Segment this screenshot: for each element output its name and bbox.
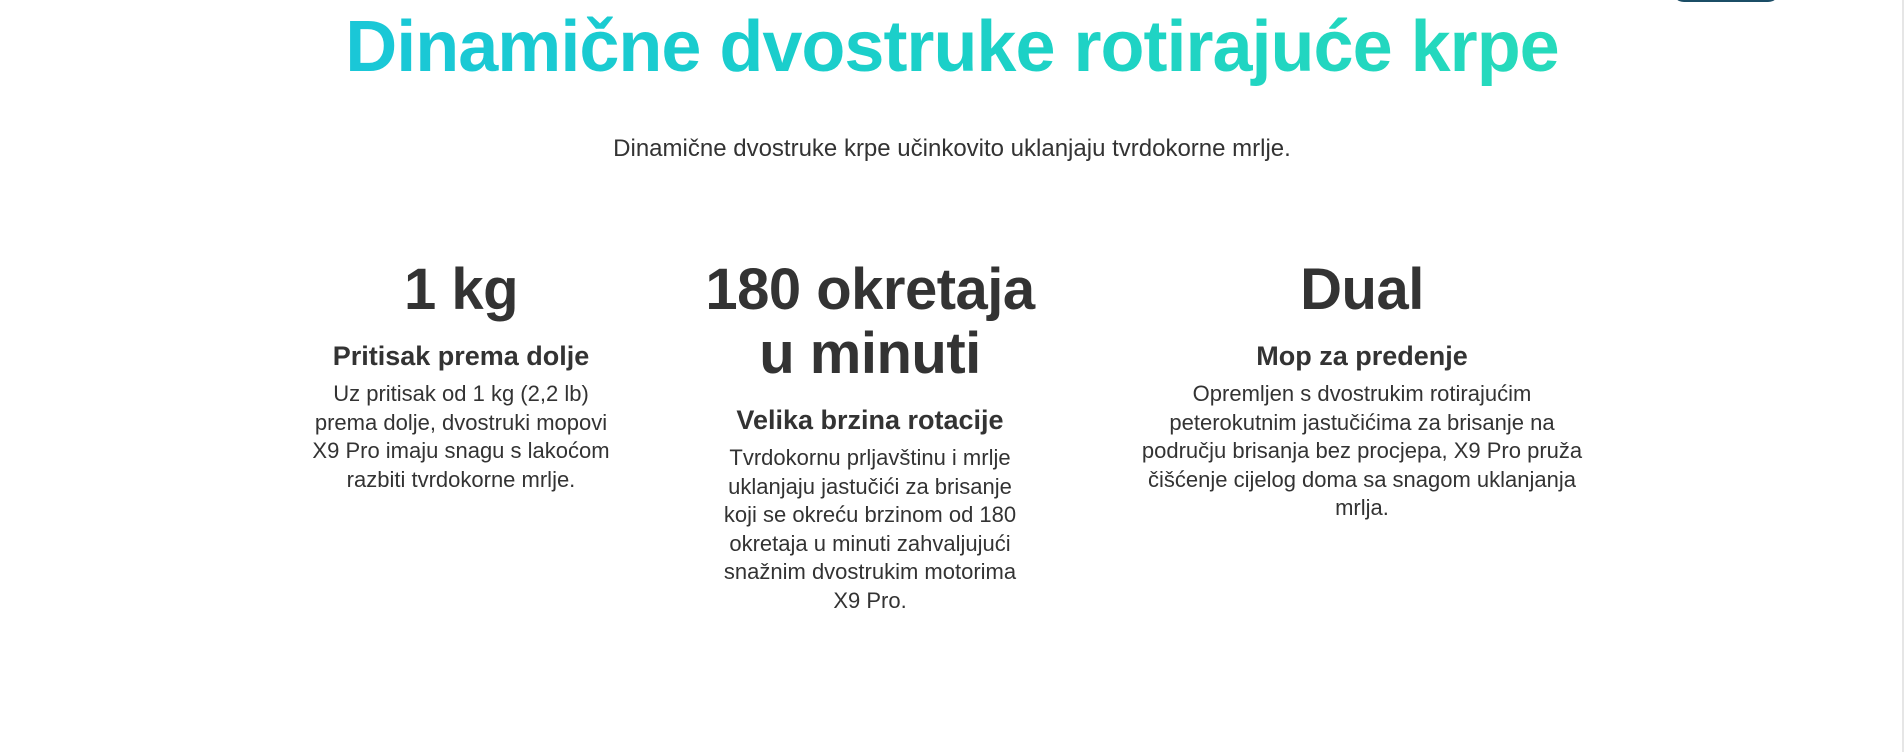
section-subtitle: Dinamične dvostruke krpe učinkovito uklanjaju tvrdokorne mrlje. xyxy=(613,135,1291,162)
stat-description: Uz pritisak od 1 kg (2,2 lb) prema dolje, dvostruki mopovi X9 Pro imaju snagu s lakoćom razbiti tvrdokorne mrlje. xyxy=(312,381,610,492)
stat-description: Opremljen s dvostrukim rotirajućim peterokutnim jastučićima za brisanje na području brisanja bez procjepa, X9 Pro pruža čišćenje cijelog doma sa snagom uklanjanja mrlja. xyxy=(1141,381,1583,520)
header-cta-button[interactable] xyxy=(1672,0,1780,2)
section-title: Dinamične dvostruke rotirajuće krpe xyxy=(0,4,1904,90)
feature-pressure xyxy=(296,258,626,494)
feature-rotation-speed xyxy=(700,258,1040,615)
stat-label: Mop za predenje xyxy=(1256,341,1468,371)
stat-value: 1 kg xyxy=(403,257,519,322)
stat-description: Tvrdokornu prljavštinu i mrlje uklanjaju jastučići za brisanje koji se okreću brzinom od 180 okretaja u minuti zahvaljujući snažnim dvostrukim motorima X9 Pro. xyxy=(723,445,1017,613)
stat-label: Pritisak prema dolje xyxy=(332,341,590,371)
stat-label: Velika brzina rotacije xyxy=(736,405,1004,435)
feature-dual-mop xyxy=(1138,258,1586,523)
stat-value: 180 okretaja u minuti xyxy=(705,257,1035,386)
stat-value: Dual xyxy=(1300,257,1424,322)
